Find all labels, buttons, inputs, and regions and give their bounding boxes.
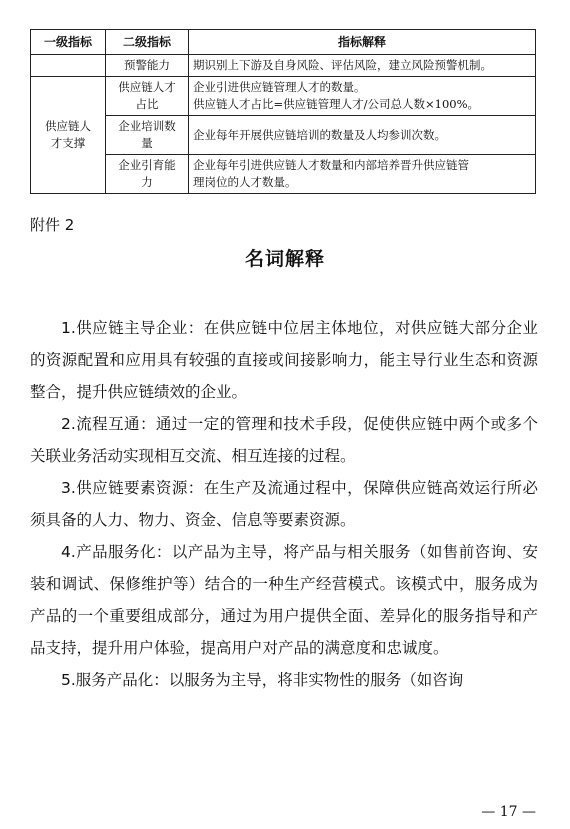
page-title: 名词解释 <box>244 248 325 270</box>
definition-paragraph <box>30 472 538 536</box>
page-number: — 17 — <box>481 804 536 820</box>
table-header-row <box>31 30 536 55</box>
level2-cell: 供应链人才 占比 <box>106 77 189 116</box>
definition-text: 以产品为主导，将产品与相关服务（如售前咨询、安装和调试、保修维护等）结合的一种生产经营模式。该模式中，服务成为产品的一个重要组成部分，通过为用户提供全面、差异化的服务指导和产品支持，提升用户体验，提高用户对产品的满意度和忠诚度。 <box>30 543 538 657</box>
header-level1: 一级指标 <box>31 30 106 55</box>
definition-text: 通过一定的管理和技术手段，促使供应链中两个或多个关联业务活动实现相互交流、相互连接的过程。 <box>30 415 538 465</box>
level2-cell: 预警能力 <box>106 55 189 77</box>
definition-term: 3.供应链要素资源： <box>61 479 204 497</box>
definition-paragraph <box>30 664 538 696</box>
annex-label: 附件 2 <box>30 216 75 234</box>
table-row <box>31 77 536 116</box>
definition-paragraph <box>30 408 538 472</box>
explanation-cell: 期识别上下游及自身风险、评估风险，建立风险预警机制。 <box>189 55 536 77</box>
table-row <box>31 116 536 155</box>
definition-text: 在供应链中位居主体地位，对供应链大部分企业的资源配置和应用具有较强的直接或间接影响力，能主导行业生态和资源整合，提升供应链绩效的企业。 <box>30 319 538 401</box>
table-row <box>31 155 536 194</box>
definition-paragraph <box>30 312 538 408</box>
level2-cell: 企业培训数 量 <box>106 116 189 155</box>
explanation-cell: 企业引进供应链管理人才的数量。 供应链人才占比=供应链管理人才/公司总人数×100%。 <box>189 77 536 116</box>
definition-text: 在生产及流通过程中，保障供应链高效运行所必须具备的人力、物力、资金、信息等要素资源。 <box>30 479 538 529</box>
definition-term: 2.流程互通： <box>61 415 156 433</box>
level1-group-cell: 供应链人 才支撑 <box>31 77 106 194</box>
header-level2: 二级指标 <box>106 30 189 55</box>
indicator-table <box>30 29 536 194</box>
definition-text: 以服务为主导，将非实物性的服务（如咨询 <box>168 671 464 689</box>
explanation-cell: 企业每年引进供应链人才数量和内部培养晋升供应链管 理岗位的人才数量。 <box>189 155 536 194</box>
definitions-body <box>30 312 538 696</box>
table-row <box>31 55 536 77</box>
level1-cell <box>31 55 106 77</box>
header-explanation: 指标解释 <box>189 30 536 55</box>
definition-term: 5.服务产品化： <box>61 671 169 689</box>
level2-cell: 企业引育能 力 <box>106 155 189 194</box>
explanation-cell: 企业每年开展供应链培训的数量及人均参训次数。 <box>189 116 536 155</box>
definition-term: 4.产品服务化： <box>61 543 172 561</box>
definition-paragraph <box>30 536 538 664</box>
definition-term: 1.供应链主导企业： <box>61 319 204 337</box>
